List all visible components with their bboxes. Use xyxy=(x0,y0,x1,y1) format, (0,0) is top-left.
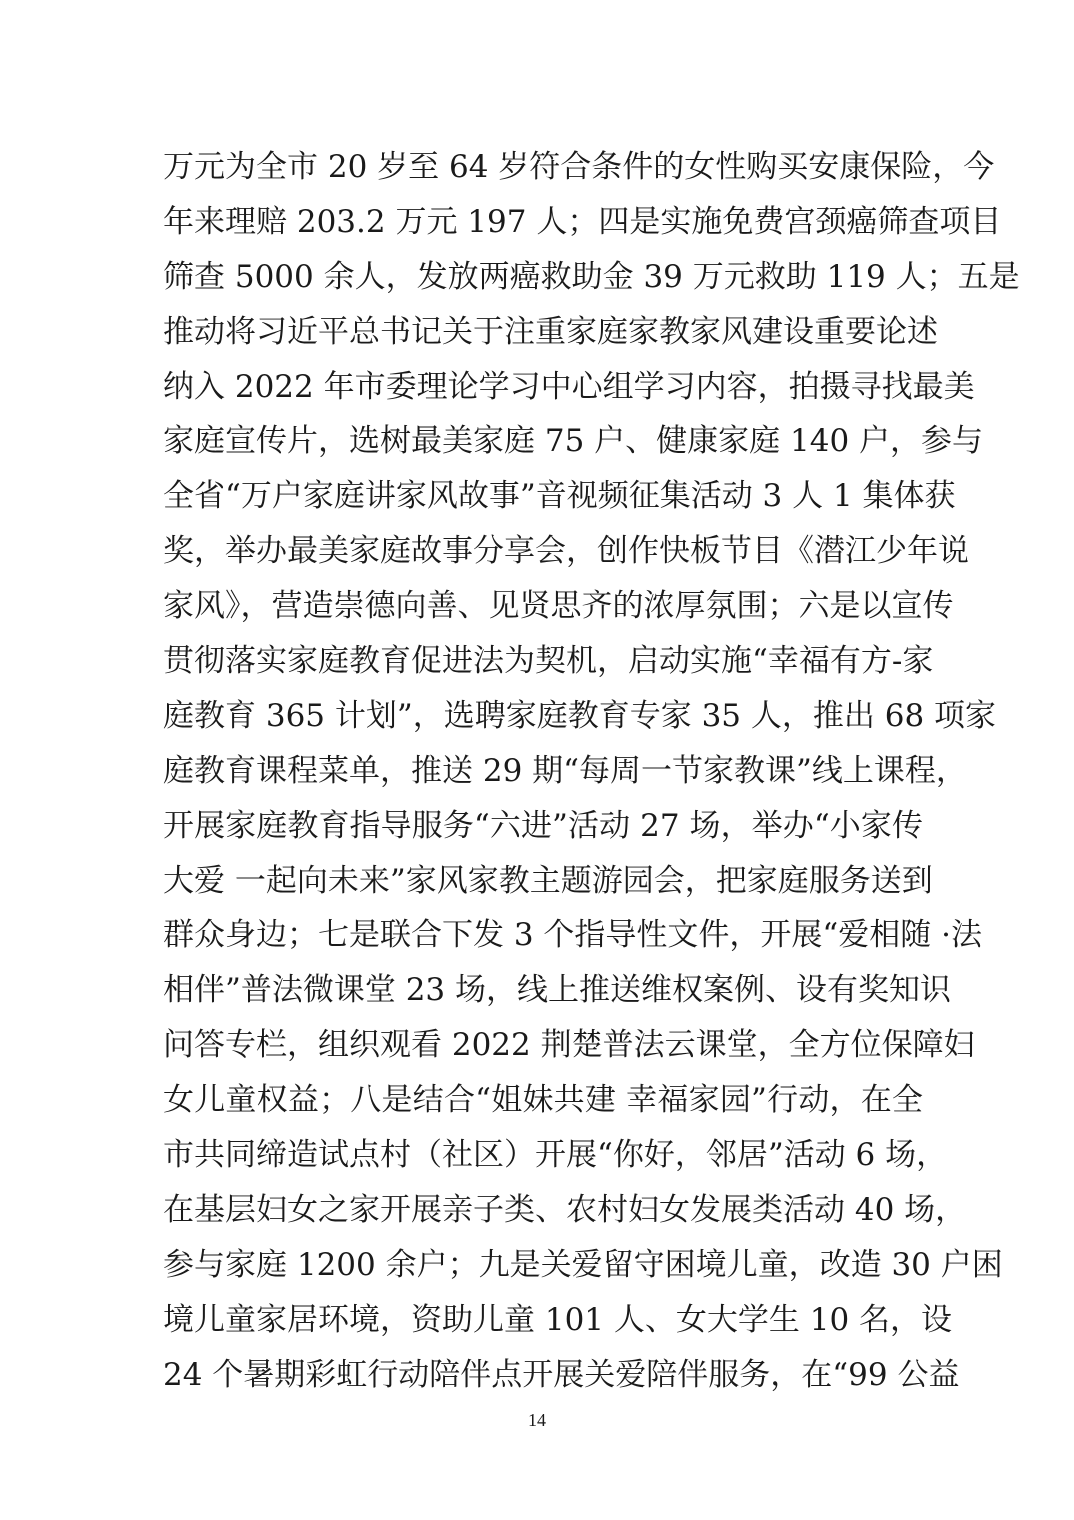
text-line: 奖，举办最美家庭故事分享会，创作快板节目《潜江少年说 xyxy=(163,533,969,570)
text-line: 家庭宣传片，选树最美家庭 75 户、健康家庭 140 户，参与 xyxy=(163,423,984,460)
text-line: 群众身边；七是联合下发 3 个指导性文件，开展“爱相随 ·法 xyxy=(163,917,982,954)
text-line: 筛查 5000 余人，发放两癌救助金 39 万元救助 119 人；五是 xyxy=(163,258,1020,295)
text-line: 问答专栏，组织观看 2022 荆楚普法云课堂，全方位保障妇 xyxy=(163,1027,975,1064)
text-line: 年来理赔 203.2 万元 197 人；四是实施免费宫颈癌筛查项目 xyxy=(163,203,1002,240)
text-line: 在基层妇女之家开展亲子类、农村妇女发展类活动 40 场， xyxy=(163,1191,967,1228)
text-line: 庭教育课程菜单，推送 29 期“每周一节家教课”线上课程， xyxy=(163,752,967,789)
text-line: 参与家庭 1200 余户；九是关爱留守困境儿童，改造 30 户困 xyxy=(163,1246,1003,1283)
body-text xyxy=(163,140,1020,1402)
text-line: 庭教育 365 计划”，选聘家庭教育专家 35 人，推出 68 项家 xyxy=(163,697,997,734)
page-number: 14 xyxy=(528,1410,546,1430)
text-line: 纳入 2022 年市委理论学习中心组学习内容，拍摄寻找最美 xyxy=(163,368,975,405)
text-line: 24 个暑期彩虹行动陪伴点开展关爱陪伴服务，在“99 公益 xyxy=(163,1356,960,1393)
text-line: 开展家庭教育指导服务“六进”活动 27 场，举办“小家传 xyxy=(163,807,923,844)
text-line: 市共同缔造试点村（社区）开展“你好，邻居”活动 6 场， xyxy=(163,1137,948,1174)
text-line: 推动将习近平总书记关于注重家庭家教家风建设重要论述 xyxy=(163,313,938,350)
text-line: 全省“万户家庭讲家风故事”音视频征集活动 3 人 1 集体获 xyxy=(163,478,956,515)
text-line: 大爱 一起向未来”家风家教主题游园会，把家庭服务送到 xyxy=(163,862,933,899)
text-line: 万元为全市 20 岁至 64 岁符合条件的女性购买安康保险，今 xyxy=(163,149,995,185)
text-line: 贯彻落实家庭教育促进法为契机，启动实施“幸福有方-家 xyxy=(163,643,934,680)
text-line: 相伴”普法微课堂 23 场，线上推送维权案例、设有奖知识 xyxy=(163,972,951,1009)
text-line: 女儿童权益；八是结合“姐妹共建 幸福家园”行动，在全 xyxy=(163,1082,923,1119)
text-line: 境儿童家居环境，资助儿童 101 人、女大学生 10 名，设 xyxy=(163,1301,953,1338)
text-line: 家风》，营造崇德向善、见贤思齐的浓厚氛围；六是以宣传 xyxy=(163,588,954,625)
